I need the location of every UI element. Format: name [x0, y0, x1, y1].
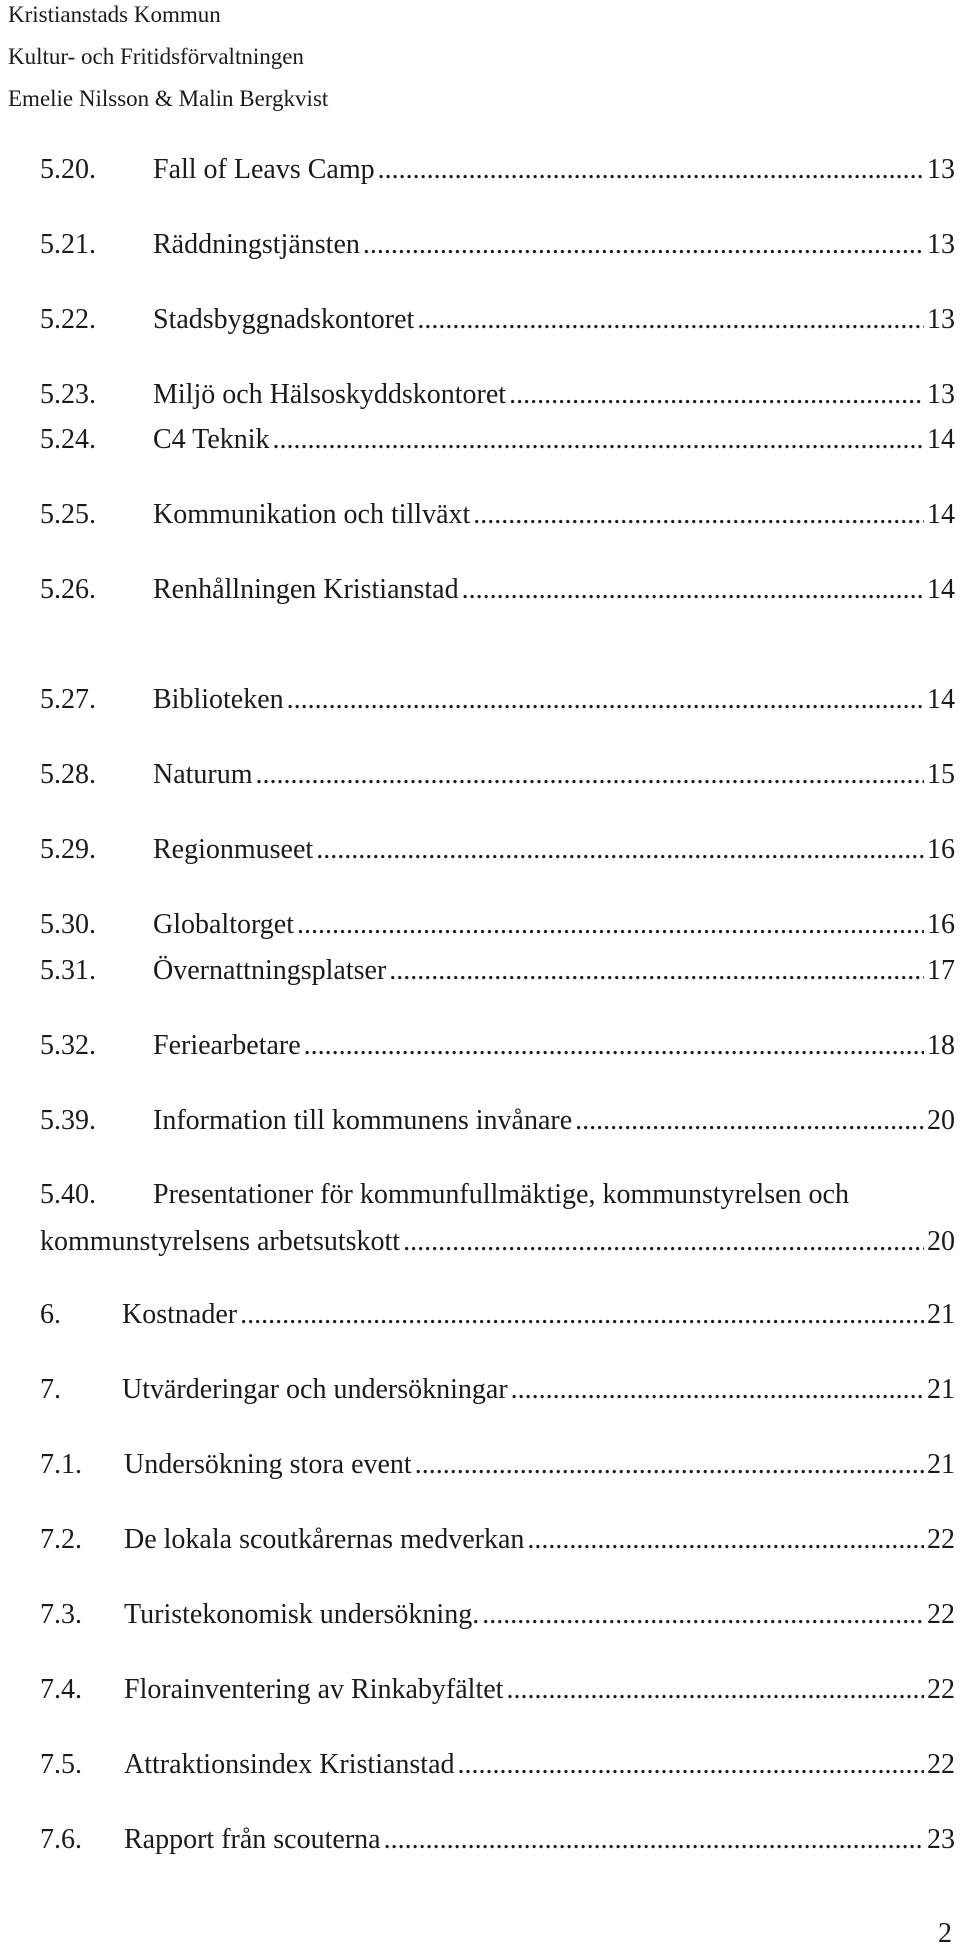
- toc-entry-title: Regionmuseet: [153, 834, 314, 865]
- toc-leader-dots: [384, 1822, 924, 1858]
- toc-leader-dots: [458, 1747, 924, 1783]
- toc-leader-dots: [256, 757, 924, 793]
- toc-entry[interactable]: [40, 1747, 955, 1783]
- header-department: Kultur- och Fritidsförvaltningen: [8, 44, 304, 69]
- toc-entry-title: Miljö och Hälsoskyddskontoret: [153, 379, 507, 410]
- toc-leader-dots: [304, 1028, 924, 1064]
- toc-entry-page: 13: [927, 154, 955, 185]
- toc-entry-number: 5.28.: [40, 759, 96, 790]
- toc-entry-page: 13: [927, 379, 955, 410]
- toc-entry-page: 22: [927, 1674, 955, 1705]
- toc-leader-dots: [297, 907, 924, 943]
- toc-entry-page: 13: [927, 304, 955, 335]
- toc-entry-number: 7.3.: [40, 1599, 82, 1630]
- toc-entry-number: 5.25.: [40, 499, 96, 530]
- toc-entry[interactable]: [40, 757, 955, 793]
- toc-entry-number: 7.1.: [40, 1449, 82, 1480]
- toc-entry-title: Rapport från scouterna: [124, 1824, 381, 1855]
- toc-entry[interactable]: [40, 832, 955, 868]
- toc-entry-page: 23: [927, 1824, 955, 1855]
- toc-entry[interactable]: [40, 497, 955, 533]
- toc-entry-title: Globaltorget: [153, 909, 295, 940]
- toc-entry[interactable]: [40, 1447, 955, 1483]
- toc-entry-number: 5.30.: [40, 909, 96, 940]
- toc-leader-dots: [506, 1672, 924, 1708]
- toc-entry-title: Attraktionsindex Kristianstad: [124, 1749, 455, 1780]
- toc-entry[interactable]: [40, 422, 955, 458]
- toc-entry-page: 14: [927, 574, 955, 605]
- toc-leader-dots: [473, 497, 924, 533]
- toc-entry-title: Florainventering av Rinkabyfältet: [124, 1674, 504, 1705]
- toc-entry-number: 7.4.: [40, 1674, 82, 1705]
- toc-entry-number: 5.22.: [40, 304, 96, 335]
- toc-entry-page: 15: [927, 759, 955, 790]
- toc-entry-page: 16: [927, 909, 955, 940]
- toc-entry-page: 14: [927, 424, 955, 455]
- toc-entry-number: 7.5.: [40, 1749, 82, 1780]
- toc-entry[interactable]: [40, 1297, 955, 1333]
- toc-leader-dots: [482, 1597, 924, 1633]
- toc-entry-number: 5.40.: [40, 1179, 96, 1210]
- toc-entry-number: 5.31.: [40, 955, 96, 986]
- header-authors: Emelie Nilsson & Malin Bergkvist: [8, 86, 329, 111]
- toc-entry-title: Övernattningsplatser: [153, 955, 387, 986]
- toc-leader-dots: [240, 1297, 924, 1333]
- toc-leader-dots: [389, 953, 924, 989]
- toc-entry-number: 5.27.: [40, 684, 96, 715]
- toc-leader-dots: [511, 1372, 924, 1408]
- toc-leader-dots: [378, 152, 924, 188]
- toc-entry-number: 5.24.: [40, 424, 96, 455]
- toc-entry-number: 5.39.: [40, 1105, 96, 1136]
- toc-entry-title: Stadsbyggnadskontoret: [153, 304, 415, 335]
- toc-entry[interactable]: [40, 953, 955, 989]
- toc-leader-dots: [363, 227, 924, 263]
- toc-entry-title: C4 Teknik: [153, 424, 270, 455]
- toc-entry-number: 5.21.: [40, 229, 96, 260]
- toc-entry-page: 21: [927, 1449, 955, 1480]
- toc-entry-number: 5.29.: [40, 834, 96, 865]
- toc-entry[interactable]: [40, 152, 955, 188]
- toc-entry-title: Utvärderingar och undersökningar: [122, 1374, 508, 1405]
- toc-entry-title: Biblioteken: [153, 684, 284, 715]
- toc-entry-title: Turistekonomisk undersökning.: [124, 1599, 480, 1630]
- toc-entry-number: 5.23.: [40, 379, 96, 410]
- toc-leader-dots: [415, 1447, 924, 1483]
- toc-leader-dots: [417, 302, 924, 338]
- toc-entry-page: 21: [927, 1374, 955, 1405]
- toc-leader-dots: [509, 377, 924, 413]
- toc-entry-page: 22: [927, 1524, 955, 1555]
- toc-entry-title: Presentationer för kommunfullmäktige, kommunstyrelsen och: [153, 1179, 849, 1210]
- toc-entry-title: Information till kommunens invånare: [153, 1105, 573, 1136]
- toc-entry-page: 22: [927, 1599, 955, 1630]
- toc-entry-title-continued: kommunstyrelsens arbetsutskott: [40, 1226, 401, 1257]
- toc-entry-page: 16: [927, 834, 955, 865]
- toc-leader-dots: [316, 832, 924, 868]
- toc-leader-dots: [273, 422, 924, 458]
- toc-entry[interactable]: [40, 1672, 955, 1708]
- toc-entry-page: 20: [927, 1105, 955, 1136]
- header-organization: Kristianstads Kommun: [8, 2, 221, 27]
- page-number: 2: [938, 1918, 952, 1949]
- toc-entry[interactable]: [40, 377, 955, 413]
- toc-entry-title: Undersökning stora event: [124, 1449, 412, 1480]
- toc-entry[interactable]: [40, 1103, 955, 1139]
- toc-entry-number: 7.: [40, 1374, 61, 1405]
- toc-entry[interactable]: [40, 1372, 955, 1408]
- toc-entry-title: Feriearbetare: [153, 1030, 301, 1061]
- toc-entry[interactable]: [40, 227, 955, 263]
- toc-entry-page: 22: [927, 1749, 955, 1780]
- toc-leader-dots: [527, 1522, 924, 1558]
- toc-leader-dots: [287, 682, 924, 718]
- toc-entry[interactable]: [40, 907, 955, 943]
- toc-entry[interactable]: [40, 302, 955, 338]
- toc-leader-dots: [403, 1224, 924, 1260]
- toc-entry[interactable]: [40, 1177, 955, 1260]
- toc-entry-title: Renhållningen Kristianstad: [153, 574, 459, 605]
- toc-entry-number: 6.: [40, 1299, 61, 1330]
- toc-entry[interactable]: [40, 1597, 955, 1633]
- toc-entry-title: De lokala scoutkårernas medverkan: [124, 1524, 525, 1555]
- toc-leader-dots: [575, 1103, 924, 1139]
- toc-entry-number: 7.6.: [40, 1824, 82, 1855]
- toc-entry-page: 14: [927, 499, 955, 530]
- toc-entry-page: 21: [927, 1299, 955, 1330]
- toc-entry-page: 20: [927, 1226, 955, 1257]
- toc-entry[interactable]: [40, 682, 955, 718]
- toc-entry-title: Fall of Leavs Camp: [153, 154, 375, 185]
- toc-entry-number: 5.20.: [40, 154, 96, 185]
- toc-entry-number: 5.32.: [40, 1030, 96, 1061]
- toc-entry-title: Räddningstjänsten: [153, 229, 360, 260]
- toc-entry-page: 14: [927, 684, 955, 715]
- toc-entry-title: Kostnader: [122, 1299, 238, 1330]
- toc-entry-page: 13: [927, 229, 955, 260]
- toc-entry-page: 18: [927, 1030, 955, 1061]
- toc-entry-number: 7.2.: [40, 1524, 82, 1555]
- toc-entry[interactable]: [40, 572, 955, 608]
- toc-entry-title: Naturum: [153, 759, 253, 790]
- toc-entry[interactable]: [40, 1522, 955, 1558]
- toc-entry-number: 5.26.: [40, 574, 96, 605]
- toc-entry-page: 17: [927, 955, 955, 986]
- toc-leader-dots: [462, 572, 924, 608]
- toc-entry-title: Kommunikation och tillväxt: [153, 499, 471, 530]
- toc-entry[interactable]: [40, 1822, 955, 1858]
- toc-entry[interactable]: [40, 1028, 955, 1064]
